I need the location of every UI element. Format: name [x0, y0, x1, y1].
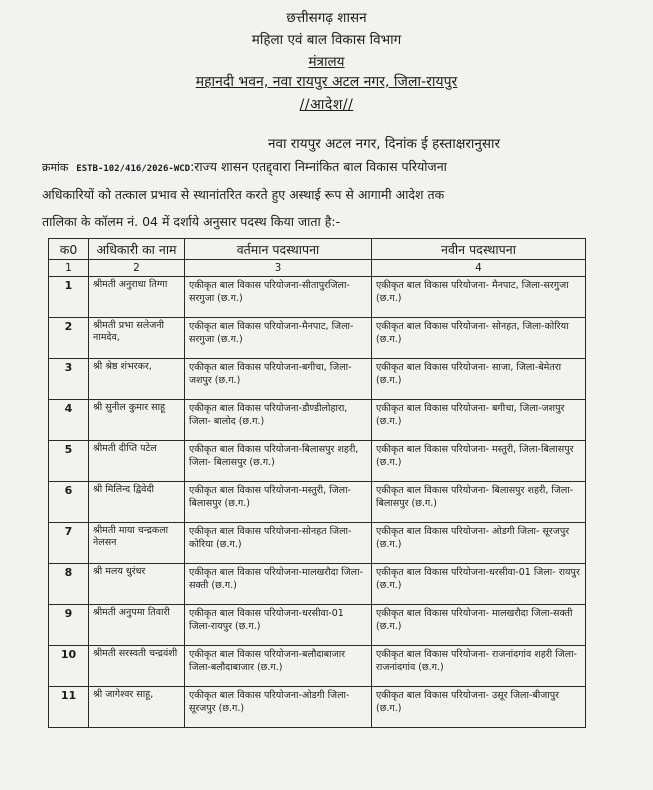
- new-posting-cell: एकीकृत बाल विकास परियोजना- उसूर जिला-बीजापुर (छ.ग.): [372, 687, 586, 728]
- serial-cell: 4: [49, 400, 89, 441]
- current-posting-cell: एकीकृत बाल विकास परियोजना-मालखरौदा जिला-सक्ती (छ.ग.): [185, 564, 372, 605]
- new-posting-cell: एकीकृत बाल विकास परियोजना- मस्तुरी, जिला-बिलासपुर (छ.ग.): [372, 441, 586, 482]
- current-posting-cell: एकीकृत बाल विकास परियोजना-सीतापुरजिला- सरगुजा (छ.ग.): [185, 277, 372, 318]
- new-posting-cell: एकीकृत बाल विकास परियोजना- मालखरौदा जिला-सक्ती (छ.ग.): [372, 605, 586, 646]
- new-posting-cell: एकीकृत बाल विकास परियोजना- राजनांदगांव शहरी जिला- राजनांदगांव (छ.ग.): [372, 646, 586, 687]
- table-row: [49, 564, 586, 605]
- current-posting-cell: एकीकृत बाल विकास परियोजना-सोनहत जिला-कोरिया (छ.ग.): [185, 523, 372, 564]
- header-serial: क0: [49, 239, 89, 260]
- current-posting-cell: एकीकृत बाल विकास परियोजना-मस्तुरी, जिला-बिलासपुर (छ.ग.): [185, 482, 372, 523]
- officer-name-cell: श्री मलय धुरंधर: [89, 564, 185, 605]
- officer-name-cell: श्रीमती प्रभा सलेजनी नामदेव,: [89, 318, 185, 359]
- new-posting-cell: एकीकृत बाल विकास परियोजना-धरसीवा-01 जिला- रायपुर (छ.ग.): [372, 564, 586, 605]
- order-text-1: राज्य शासन एतद्द्वारा निम्नांकित बाल विकास परियोजना: [194, 159, 447, 174]
- column-number: 3: [185, 260, 372, 277]
- serial-cell: 7: [49, 523, 89, 564]
- order-paragraph-line-3: तालिका के कॉलम नं. 04 में दर्शाये अनुसार पदस्थ किया जाता है:-: [42, 214, 341, 229]
- serial-cell: 9: [49, 605, 89, 646]
- officer-name-cell: श्री मिलिन्द द्विवेदी: [89, 482, 185, 523]
- header-officer-name: अधिकारी का नाम: [89, 239, 185, 260]
- current-posting-cell: एकीकृत बाल विकास परियोजना-ओडगी जिला-सूरजपुर (छ.ग.): [185, 687, 372, 728]
- current-posting-cell: एकीकृत बाल विकास परियोजना-मैनपाट, जिला-सरगुजा (छ.ग.): [185, 318, 372, 359]
- new-posting-cell: एकीकृत बाल विकास परियोजना- सोनहत, जिला-कोरिया (छ.ग.): [372, 318, 586, 359]
- column-number: 4: [372, 260, 586, 277]
- serial-cell: 11: [49, 687, 89, 728]
- table-row: [49, 277, 586, 318]
- new-posting-cell: एकीकृत बाल विकास परियोजना- साजा, जिला-बेमेतरा (छ.ग.): [372, 359, 586, 400]
- date-line: नवा रायपुर अटल नगर, दिनांक ई हस्ताक्षरानुसार: [268, 136, 501, 152]
- officer-name-cell: श्रीमती माया चन्द्रकला नेलसन: [89, 523, 185, 564]
- current-posting-cell: एकीकृत बाल विकास परियोजना-बगीचा, जिला-जशपुर (छ.ग.): [185, 359, 372, 400]
- table-row: [49, 359, 586, 400]
- table-row: [49, 646, 586, 687]
- table-row: [49, 318, 586, 359]
- officer-name-cell: श्रीमती सरस्वती चन्द्रवंशी: [89, 646, 185, 687]
- current-posting-cell: एकीकृत बाल विकास परियोजना-बलौदाबाजार जिला-बलौदाबाजार (छ.ग.): [185, 646, 372, 687]
- header-current-posting: वर्तमान पदस्थापना: [185, 239, 372, 260]
- serial-cell: 2: [49, 318, 89, 359]
- officer-name-cell: श्रीमती अनुपमा तिवारी: [89, 605, 185, 646]
- new-posting-cell: एकीकृत बाल विकास परियोजना- बगीचा, जिला-जशपुर (छ.ग.): [372, 400, 586, 441]
- kramank-label: क्रमांक: [42, 161, 69, 174]
- order-paragraph-line-2: अधिकारियों को तत्काल प्रभाव से स्थानांतरित करते हुए अस्थाई रूप से आगामी आदेश तक: [42, 187, 445, 202]
- new-posting-cell: एकीकृत बाल विकास परियोजना- ओडगी जिला- सूरजपुर (छ.ग.): [372, 523, 586, 564]
- current-posting-cell: एकीकृत बाल विकास परियोजना-डौण्डीलोहारा, जिला- बालोद (छ.ग.): [185, 400, 372, 441]
- header-new-posting: नवीन पदस्थापना: [372, 239, 586, 260]
- column-number: 2: [89, 260, 185, 277]
- table-row: [49, 523, 586, 564]
- column-number: 1: [49, 260, 89, 277]
- department-title: महिला एवं बाल विकास विभाग: [251, 32, 402, 48]
- reference-number: ESTB-102/416/2026-WCD: [76, 164, 191, 174]
- table-row: [49, 482, 586, 523]
- govt-title: छत्तीसगढ़ शासन: [286, 10, 367, 26]
- order-heading: //आदेश//: [299, 97, 354, 113]
- serial-cell: 10: [49, 646, 89, 687]
- officer-name-cell: श्री सुनील कुमार साहू: [89, 400, 185, 441]
- serial-cell: 1: [49, 277, 89, 318]
- order-paragraph-line-1: क्रमांक ESTB-102/416/2026-WCD:राज्य शासन एतद्द्वारा निम्नांकित बाल विकास परियोजना: [42, 159, 447, 174]
- table-row: [49, 400, 586, 441]
- officer-name-cell: श्री जागेश्वर साहू,: [89, 687, 185, 728]
- current-posting-cell: एकीकृत बाल विकास परियोजना-बिलासपुर शहरी, जिला- बिलासपुर (छ.ग.): [185, 441, 372, 482]
- table-row: [49, 605, 586, 646]
- officer-name-cell: श्री श्रेष्ठ शंभरकर,: [89, 359, 185, 400]
- ministry-title: मंत्रालय: [308, 54, 345, 70]
- current-posting-cell: एकीकृत बाल विकास परियोजना-धरसीवा-01 जिला-रायपुर (छ.ग.): [185, 605, 372, 646]
- officer-name-cell: श्रीमती अनुराधा तिग्गा: [89, 277, 185, 318]
- new-posting-cell: एकीकृत बाल विकास परियोजना- मैनपाट, जिला-सरगुजा (छ.ग.): [372, 277, 586, 318]
- serial-cell: 3: [49, 359, 89, 400]
- new-posting-cell: एकीकृत बाल विकास परियोजना- बिलासपुर शहरी, जिला- बिलासपुर (छ.ग.): [372, 482, 586, 523]
- serial-cell: 6: [49, 482, 89, 523]
- table-row: [49, 687, 586, 728]
- serial-cell: 8: [49, 564, 89, 605]
- office-address: महानदी भवन, नवा रायपुर अटल नगर, जिला-रायपुर: [195, 74, 458, 90]
- table-header-row: [49, 239, 586, 260]
- table-row: [49, 441, 586, 482]
- column-number-row: [49, 260, 586, 277]
- serial-cell: 5: [49, 441, 89, 482]
- transfer-table: [48, 238, 586, 728]
- officer-name-cell: श्रीमती दीप्ति पटेल: [89, 441, 185, 482]
